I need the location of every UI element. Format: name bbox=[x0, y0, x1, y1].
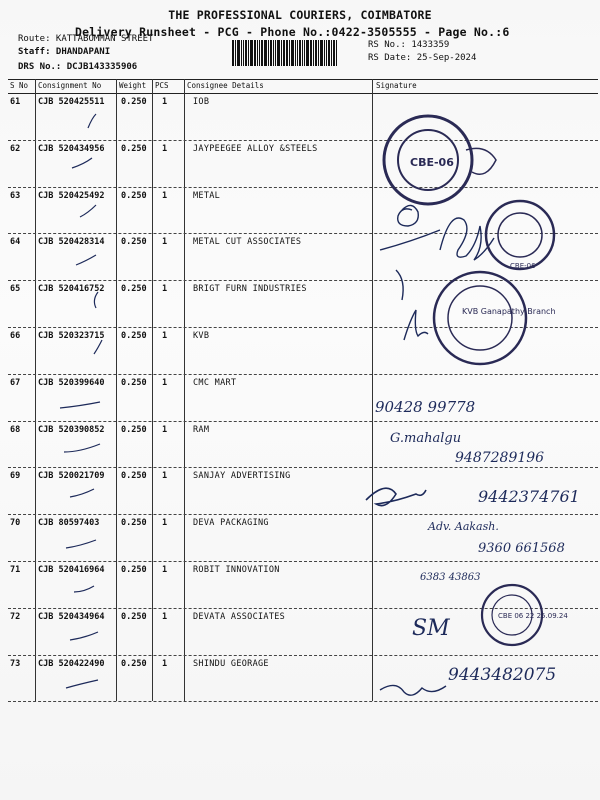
route-label: Route: KATTABOMMAN STREET bbox=[18, 34, 154, 44]
row-sno: 72 bbox=[10, 611, 21, 622]
jaypeegee-stamp bbox=[384, 116, 496, 204]
staff-label: Staff: DHANDAPANI bbox=[18, 47, 111, 57]
row-consignment-no: CJB 520428314 bbox=[38, 237, 105, 248]
row-consignee: ROBIT INNOVATION bbox=[193, 565, 280, 575]
tick-mark bbox=[80, 205, 96, 217]
tick-mark bbox=[94, 292, 98, 308]
col-consignment: Consignment No bbox=[38, 81, 102, 90]
tick-marks bbox=[60, 114, 102, 688]
row-weight: 0.250 bbox=[121, 143, 147, 154]
tick-mark bbox=[70, 489, 94, 497]
row-sno: 73 bbox=[10, 658, 21, 669]
row-consignee: RAM bbox=[193, 424, 210, 435]
row-sno: 65 bbox=[10, 284, 21, 295]
row-weight: 0.250 bbox=[121, 611, 147, 622]
signature-69 bbox=[366, 488, 426, 505]
row-weight: 0.250 bbox=[121, 658, 147, 669]
row-consignee: METAL CUT ASSOCIATES bbox=[193, 237, 302, 248]
row-consignment-no: CJB 520416964 bbox=[38, 565, 105, 575]
handwriting-r70-name: Adv. Aakash. bbox=[428, 520, 499, 533]
row-pcs: 1 bbox=[162, 424, 168, 435]
row-consignee: JAYPEEGEE ALLOY &STEELS bbox=[193, 143, 318, 154]
row-consignment-no: CJB 520422490 bbox=[38, 658, 105, 669]
stamp-center-text: KVB Ganapathy Branch bbox=[462, 307, 556, 316]
row-pcs: 1 bbox=[162, 518, 168, 529]
rs-date: RS Date: 25-Sep-2024 bbox=[368, 53, 477, 63]
row-weight: 0.250 bbox=[121, 284, 147, 295]
row-sno: 71 bbox=[10, 565, 21, 575]
row-sno: 62 bbox=[10, 143, 21, 154]
row-pcs: 1 bbox=[162, 377, 168, 388]
row-consignment-no: CJB 520434956 bbox=[38, 143, 105, 154]
devata-stamp bbox=[482, 585, 568, 645]
stamp-center-text: CBE-06 bbox=[410, 156, 454, 169]
tick-mark bbox=[60, 402, 100, 408]
stamp-center-text: CBE-06 bbox=[510, 262, 536, 270]
row-weight: 0.250 bbox=[121, 518, 147, 529]
row-consignee: KVB bbox=[193, 331, 210, 341]
rs-number: RS No.: 1433359 bbox=[368, 40, 450, 50]
handwriting-r68-name: G.mahalgu bbox=[390, 431, 462, 446]
handwriting-r72: SM bbox=[412, 616, 450, 641]
row-consignment-no: CJB 520434964 bbox=[38, 611, 105, 622]
runsheet-title: Delivery Runsheet - PCG - Phone No.:0422-3505555 - Page No.:6 bbox=[75, 25, 510, 39]
row-pcs: 1 bbox=[162, 611, 168, 622]
handwriting-r73: 9443482075 bbox=[448, 665, 557, 685]
handwriting-r71: 6383 43863 bbox=[420, 572, 481, 583]
row-pcs: 1 bbox=[162, 284, 168, 295]
row-consignment-no: CJB 520323715 bbox=[38, 331, 105, 341]
tick-mark bbox=[94, 340, 102, 354]
col-consignee: Consignee Details bbox=[187, 81, 264, 90]
row-weight: 0.250 bbox=[121, 565, 147, 575]
handwriting-r69: 9442374761 bbox=[478, 487, 580, 506]
row-pcs: 1 bbox=[162, 143, 168, 154]
row-consignment-no: CJB 520021709 bbox=[38, 471, 105, 482]
tick-mark bbox=[76, 255, 96, 265]
row-consignee: BRIGT FURN INDUSTRIES bbox=[193, 284, 307, 295]
tick-mark bbox=[74, 586, 94, 592]
row-consignment-no: CJB 520425492 bbox=[38, 190, 105, 201]
tick-mark bbox=[70, 632, 98, 640]
row-consignee: DEVA PACKAGING bbox=[193, 518, 269, 529]
row-pcs: 1 bbox=[162, 190, 168, 201]
handwriting-r68-phone: 9487289196 bbox=[455, 450, 545, 466]
row-consignee: SANJAY ADVERTISING bbox=[193, 471, 291, 482]
row-consignee: METAL bbox=[193, 190, 221, 201]
tick-mark bbox=[72, 158, 92, 168]
row-weight: 0.250 bbox=[121, 424, 147, 435]
handwriting-r70-phone: 9360 661568 bbox=[478, 541, 565, 556]
col-sno: S No bbox=[10, 81, 29, 90]
row-weight: 0.250 bbox=[121, 331, 147, 341]
row-sno: 67 bbox=[10, 377, 21, 388]
row-weight: 0.250 bbox=[121, 190, 147, 201]
row-sno: 70 bbox=[10, 518, 21, 529]
row-consignee: DEVATA ASSOCIATES bbox=[193, 611, 286, 622]
row-pcs: 1 bbox=[162, 565, 168, 575]
tick-mark bbox=[64, 444, 100, 452]
handwriting-r67: 90428 99778 bbox=[375, 398, 476, 416]
row-sno: 64 bbox=[10, 237, 21, 248]
drs-number: DRS No.: DCJB143335906 bbox=[18, 62, 138, 72]
row-pcs: 1 bbox=[162, 331, 168, 341]
row-pcs: 1 bbox=[162, 237, 168, 248]
row-weight: 0.250 bbox=[121, 97, 147, 107]
row-consignment-no: CJB 520425511 bbox=[38, 97, 105, 107]
tick-mark bbox=[66, 680, 98, 688]
row-pcs: 1 bbox=[162, 471, 168, 482]
row-sno: 68 bbox=[10, 424, 21, 435]
row-consignment-no: CJB 520416752 bbox=[38, 284, 105, 295]
row-consignee: IOB bbox=[193, 97, 210, 107]
row-pcs: 1 bbox=[162, 658, 168, 669]
signature-73 bbox=[380, 685, 446, 695]
stamp-center-text: CBE 06 22 25.09.24 bbox=[498, 612, 568, 620]
row-consignment-no: CJB 520390852 bbox=[38, 424, 105, 435]
row-consignee: CMC MART bbox=[193, 377, 237, 388]
row-pcs: 1 bbox=[162, 97, 168, 107]
tick-mark bbox=[66, 540, 96, 548]
row-sno: 63 bbox=[10, 190, 21, 201]
row-weight: 0.250 bbox=[121, 377, 147, 388]
tick-mark bbox=[88, 114, 96, 128]
kvb-stamp bbox=[434, 272, 556, 364]
row-sno: 66 bbox=[10, 331, 21, 341]
company-title: THE PROFESSIONAL COURIERS, COIMBATORE bbox=[168, 8, 432, 22]
col-pcs: PCS bbox=[155, 81, 169, 90]
row-sno: 69 bbox=[10, 471, 21, 482]
col-signature: Signature bbox=[376, 81, 417, 90]
row-consignment-no: CJB 520399640 bbox=[38, 377, 105, 388]
signature-65 bbox=[404, 310, 428, 340]
row-consignee: SHINDU GEORAGE bbox=[193, 658, 269, 669]
row-consignment-no: CJB 80597403 bbox=[38, 518, 100, 529]
col-weight: Weight bbox=[119, 81, 147, 90]
metal-cut-stamp bbox=[486, 201, 554, 270]
row-weight: 0.250 bbox=[121, 471, 147, 482]
row-weight: 0.250 bbox=[121, 237, 147, 248]
row-sno: 61 bbox=[10, 97, 21, 107]
